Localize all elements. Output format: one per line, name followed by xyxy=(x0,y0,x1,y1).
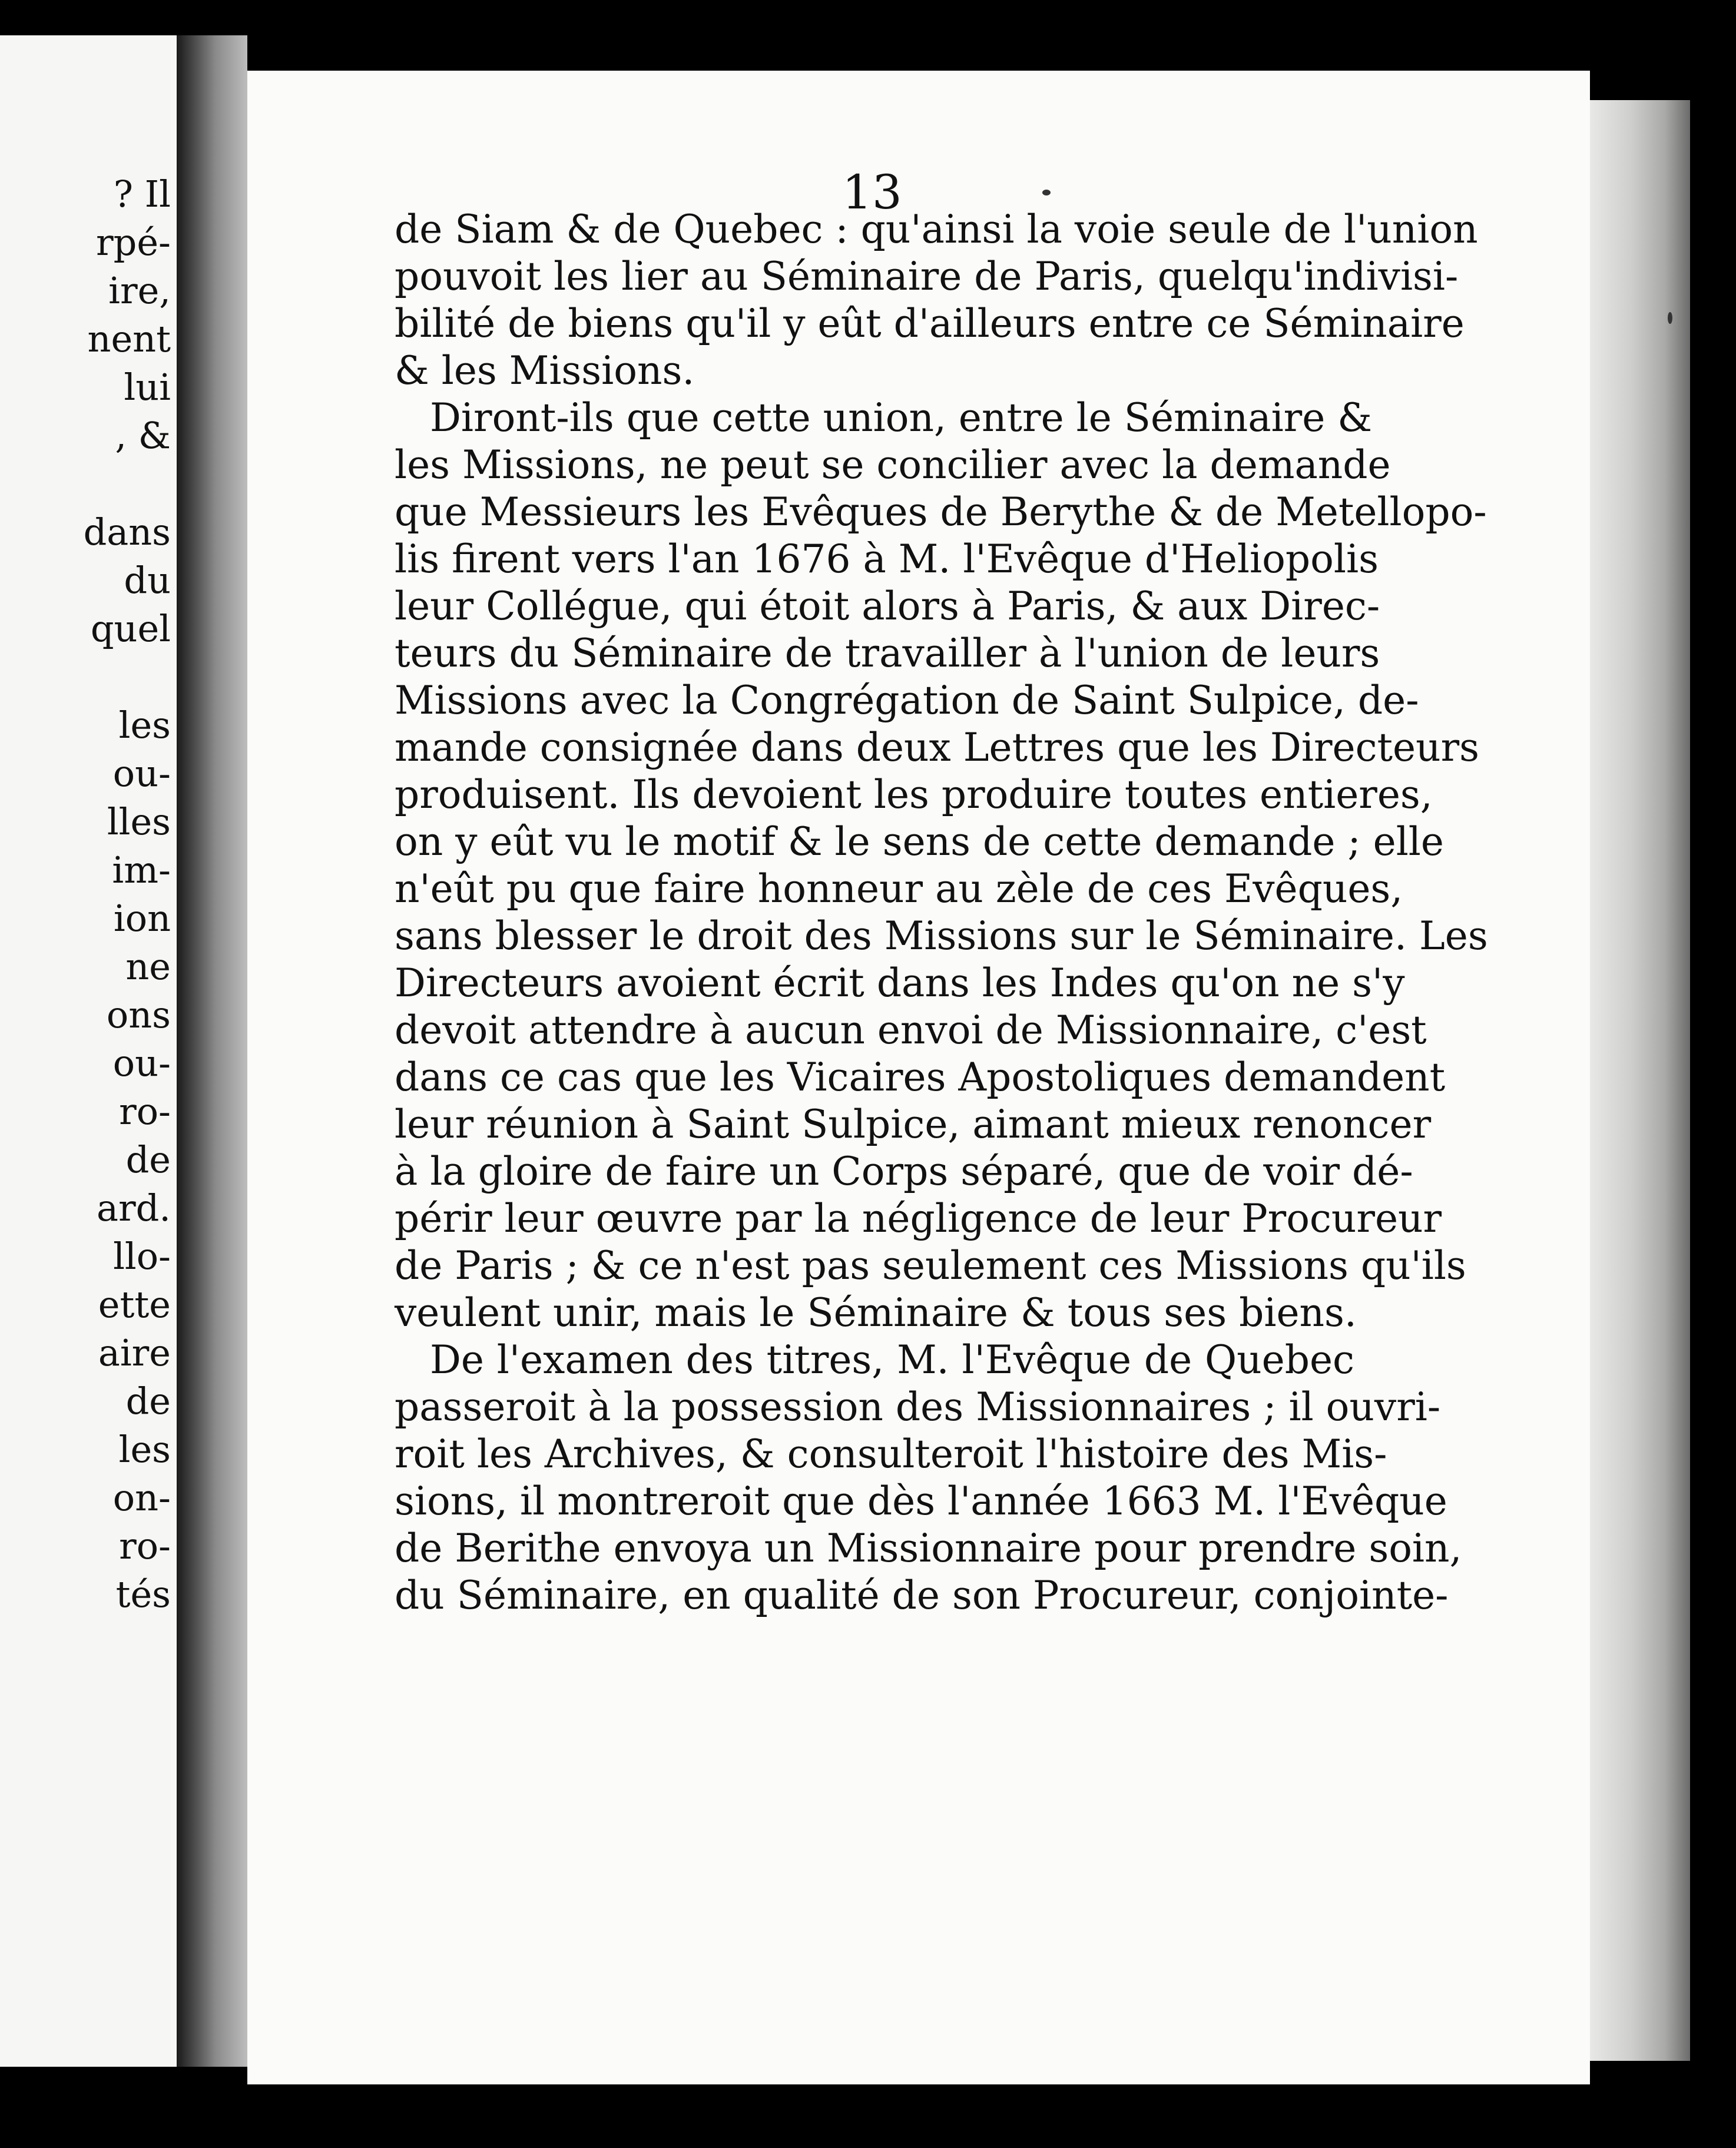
paragraph-start-line: De l'examen des titres, M. l'Evêque de Quebec xyxy=(430,1337,1354,1383)
text-line: que Messieurs les Evêques de Berythe & de Metellopo- xyxy=(395,489,1487,535)
text-line: sions, il montreroit que dès l'année 1663 M. l'Evêque xyxy=(395,1479,1447,1524)
fragment-line: du xyxy=(124,559,171,602)
text-line: leur Collégue, qui étoit alors à Paris, & aux Direc- xyxy=(395,584,1380,629)
fragment-line: ou- xyxy=(112,1042,171,1085)
fragment-line: ne xyxy=(125,945,171,988)
fragment-line: ion xyxy=(113,897,171,940)
text-line: pouvoit les lier au Séminaire de Paris, quelqu'indivisi- xyxy=(395,254,1459,299)
page-number: 13 xyxy=(842,165,902,220)
text-line: passeroit à la possession des Missionnaires ; il ouvri- xyxy=(395,1384,1441,1430)
fragment-line: llo- xyxy=(113,1235,171,1278)
text-line: sans blesser le droit des Missions sur le Séminaire. Les xyxy=(395,913,1488,959)
fragment-line: ro- xyxy=(119,1524,171,1567)
text-line: Missions avec la Congrégation de Saint Sulpice, de- xyxy=(395,678,1419,723)
ink-spot xyxy=(1668,312,1672,324)
text-line: les Missions, ne peut se concilier avec la demande xyxy=(395,442,1391,488)
page-edge-border xyxy=(1690,88,1736,2090)
fragment-line: ette xyxy=(98,1283,171,1326)
fragment-line: nent xyxy=(87,317,171,360)
fragment-line: lles xyxy=(107,800,171,843)
paragraph-start-line: Diront-ils que cette union, entre le Séminaire & xyxy=(430,395,1373,440)
fragment-line: tés xyxy=(115,1573,171,1616)
page-edge xyxy=(1590,100,1690,2061)
text-line: à la gloire de faire un Corps séparé, que de voir dé- xyxy=(395,1149,1413,1194)
text-line: lis firent vers l'an 1676 à M. l'Evêque d'Heliopolis xyxy=(395,536,1379,582)
fragment-line: dans xyxy=(83,511,171,553)
fragment-line: ons xyxy=(106,993,171,1036)
fragment-line: de xyxy=(125,1380,171,1423)
text-line: veulent unir, mais le Séminaire & tous ses biens. xyxy=(395,1290,1357,1335)
book-gutter-shadow xyxy=(177,35,247,2067)
fragment-line: quel xyxy=(90,607,171,650)
fragment-line: ro- xyxy=(119,1090,171,1133)
text-line: de Paris ; & ce n'est pas seulement ces Missions qu'ils xyxy=(395,1243,1466,1288)
fragment-line: ou- xyxy=(112,752,171,795)
text-line: produisent. Ils devoient les produire toutes entieres, xyxy=(395,772,1433,817)
fragment-line: im- xyxy=(112,848,171,891)
ink-spot xyxy=(1042,190,1051,195)
text-line: dans ce cas que les Vicaires Apostoliques demandent xyxy=(395,1055,1446,1100)
text-line: de Berithe envoya un Missionnaire pour prendre soin, xyxy=(395,1526,1462,1571)
text-line: mande consignée dans deux Lettres que les Directeurs xyxy=(395,725,1480,770)
text-line: n'eût pu que faire honneur au zèle de ces Evêques, xyxy=(395,866,1403,911)
text-line: périr leur œuvre par la négligence de leur Procureur xyxy=(395,1196,1442,1241)
fragment-line: de xyxy=(125,1138,171,1181)
text-line: teurs du Séminaire de travailler à l'union de leurs xyxy=(395,631,1380,676)
fragment-line: , & xyxy=(115,414,171,457)
text-line: devoit attendre à aucun envoi de Missionnaire, c'est xyxy=(395,1007,1427,1053)
text-line: & les Missions. xyxy=(395,348,695,393)
text-line: Directeurs avoient écrit dans les Indes qu'on ne s'y xyxy=(395,960,1405,1006)
body-text xyxy=(395,206,1488,1619)
text-line: bilité de biens qu'il y eût d'ailleurs entre ce Séminaire xyxy=(395,301,1465,346)
text-line: on y eût vu le motif & le sens de cette demande ; elle xyxy=(395,819,1444,864)
fragment-line: on- xyxy=(112,1476,171,1519)
text-line: leur réunion à Saint Sulpice, aimant mieux renoncer xyxy=(395,1102,1432,1147)
fragment-line: les xyxy=(118,704,171,747)
fragment-line: ard. xyxy=(97,1186,171,1229)
fragment-line: rpé- xyxy=(96,221,171,264)
fragment-line: ? Il xyxy=(113,173,171,216)
text-line: du Séminaire, en qualité de son Procureur, conjointe- xyxy=(395,1573,1449,1618)
text-line: de Siam & de Quebec : qu'ainsi la voie seule de l'union xyxy=(395,207,1478,252)
fragment-line: aire xyxy=(98,1331,171,1374)
fragment-line: les xyxy=(118,1428,171,1471)
fragment-line: ire, xyxy=(108,269,171,312)
text-line: roit les Archives, & consulteroit l'histoire des Mis- xyxy=(395,1431,1387,1477)
fragment-line: lui xyxy=(124,366,171,409)
